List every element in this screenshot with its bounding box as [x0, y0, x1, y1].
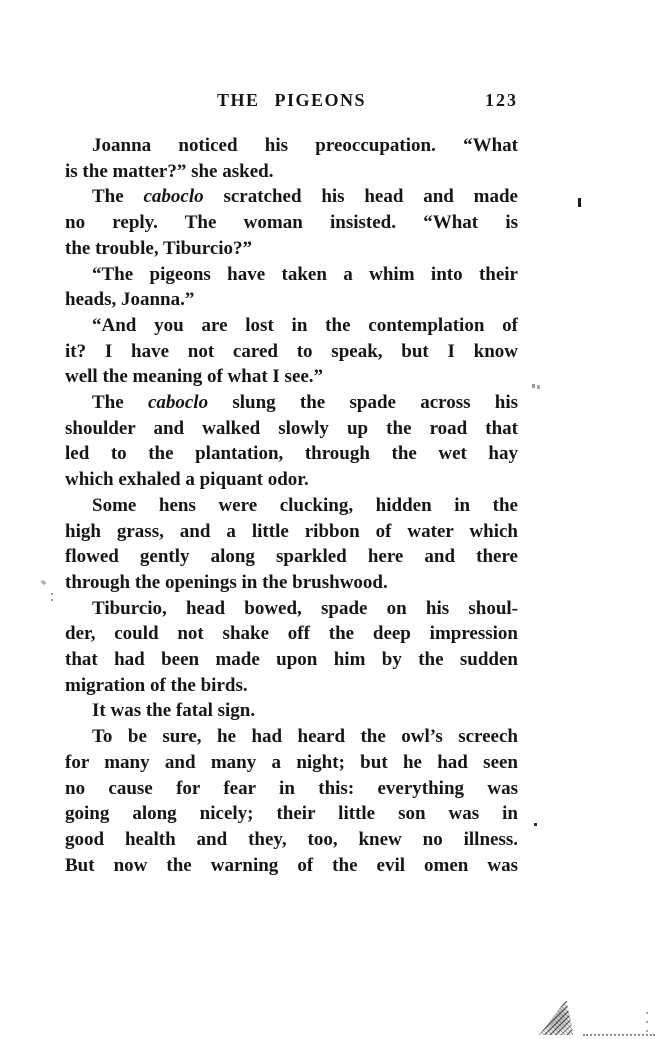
text-segment: To be sure, he had heard the owl’s screech [92, 726, 518, 748]
text-lines [65, 133, 518, 878]
text-line [65, 493, 518, 519]
italic-term: caboclo [143, 186, 204, 208]
scan-speck [578, 198, 581, 207]
italic-term: caboclo [147, 392, 209, 414]
text-line [65, 236, 518, 262]
text-line [65, 519, 518, 545]
text-segment: The [92, 392, 148, 414]
text-line [65, 570, 518, 596]
text-line [65, 467, 518, 493]
text-line [65, 673, 518, 699]
text-line [65, 159, 518, 185]
text-segment: through the openings in the brushwood. [65, 571, 388, 593]
text-line [65, 287, 518, 313]
text-segment: no reply. The woman insisted. “What is [65, 212, 518, 234]
text-segment: good health and they, too, knew no illness. [65, 828, 518, 850]
text-line [65, 262, 518, 288]
scan-speck [532, 384, 535, 388]
scan-speck [41, 580, 47, 586]
text-segment: going along nicely; their little son was in [65, 803, 518, 825]
text-segment: Some hens were clucking, hidden in the [92, 494, 518, 516]
text-line [65, 827, 518, 853]
text-segment: it? I have not cared to speak, but I know [65, 340, 518, 362]
page-number: 123 [485, 90, 518, 110]
text-segment: well the meaning of what I see.” [65, 366, 324, 388]
text-line [65, 750, 518, 776]
text-line [65, 133, 518, 159]
text-segment: high grass, and a little ribbon of water which [65, 520, 518, 542]
text-line [65, 313, 518, 339]
text-segment: that had been made upon him by the sudden [65, 649, 518, 671]
scan-speck [646, 1021, 648, 1023]
text-line [65, 596, 518, 622]
text-segment: scratched his head and made [203, 186, 518, 208]
scan-artifact-dotted-line [583, 1034, 655, 1036]
text-line [65, 364, 518, 390]
text-line [65, 441, 518, 467]
scan-speck [646, 1030, 648, 1032]
text-segment: flowed gently along sparkled here and there [65, 546, 518, 568]
text-segment: migration of the birds. [65, 674, 248, 696]
scan-speck [646, 1012, 648, 1014]
text-line [65, 647, 518, 673]
text-segment: “And you are lost in the contemplation of [92, 314, 518, 336]
text-line [65, 853, 518, 879]
text-segment: der, could not shake off the deep impression [65, 623, 518, 645]
text-segment: for many and many a night; but he had seen [65, 751, 518, 773]
text-segment: slung the spade across his [208, 392, 518, 414]
scan-speck [534, 823, 537, 826]
text-segment: the trouble, Tiburcio?” [65, 237, 253, 259]
scan-speck [51, 593, 53, 595]
text-segment: The [92, 186, 144, 208]
text-line [65, 776, 518, 802]
text-segment: Tiburcio, head bowed, spade on his shoul- [92, 597, 518, 619]
text-line [65, 416, 518, 442]
text-segment: heads, Joanna.” [65, 289, 195, 311]
text-segment: led to the plantation, through the wet hay [65, 443, 518, 465]
text-segment: is the matter?” she asked. [65, 160, 274, 182]
page-header [65, 90, 518, 116]
text-line [65, 210, 518, 236]
text-segment: Joanna noticed his preoccupation. “What [92, 135, 518, 156]
chapter-title: THE PIGEONS [216, 90, 367, 110]
text-segment: shoulder and walked slowly up the road that [65, 417, 518, 439]
text-segment: “The pigeons have taken a whim into their [92, 263, 518, 285]
text-line [65, 801, 518, 827]
text-line [65, 621, 518, 647]
text-line [65, 184, 518, 210]
text-line [65, 339, 518, 365]
text-segment: But now the warning of the evil omen was [65, 854, 518, 876]
text-line [65, 724, 518, 750]
text-line [65, 544, 518, 570]
text-line [65, 698, 518, 724]
text-segment: It was the fatal sign. [92, 700, 256, 722]
scan-artifact-triangle [539, 1000, 573, 1035]
text-segment: no cause for fear in this: everything was [65, 777, 518, 799]
text-line [65, 390, 518, 416]
text-segment: which exhaled a piquant odor. [65, 469, 309, 491]
